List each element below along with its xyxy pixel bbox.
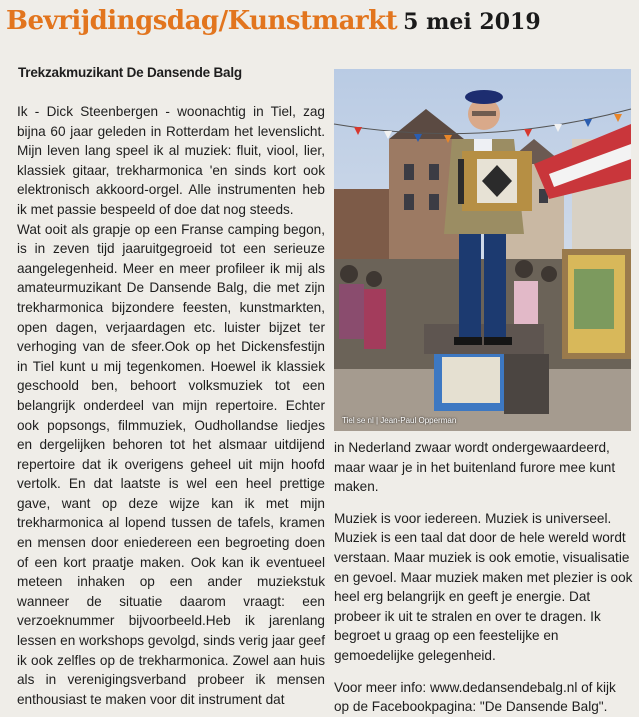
paragraph-career: Wat ooit als grapje op een Franse camping begon, is in zeven tijd jaaruitgegroeid tot een serieuze aangelegenheid. Meer en meer profileer ik mij als amateurmuzikant De Dansende Balg, die met zijn trekharmonica bijzondere feesten, kunstmarkten, open dagen, verjaardagen etc. luister bijzet ter verhoging van de sfeer.Ook op het Dickensfestijn in Tiel kunt u mij tegenkomen. Hoewel ik klassiek geschoold ben, behoort volksmuziek tot een belangrijk onderdeel van mijn repertoire. Echter ook popsongs, filmmuziek, Oudhollandse liedjes en dergelijken behoren tot het alsmaar uitdijend repertoire dat ik overigens geheel uit mijn hoofd vertolk. En dat laatste is wel een heel prettige gave, want op deze wijze kan ik met mijn trekharmonica al lopend tussen de tafels, kramen en mensen door eniedereen een begroeting doen of een kort praatje maken. Ook kan ik eventueel meteen inhaken op een ander muziekstuk wanneer de situatie daarom vraagt: een verzoeknummer bijvoorbeeld.Heb ik jarenlang lessen en workshops gevolgd, sinds verig jaar geef ik ook zelfles op de trekharmonica. Zowel aan huis als in verenigingsverband probeer ik mensen enthousiast te maken voor dit instrument dat [17, 221, 325, 707]
article-subtitle: Trekzakmuzikant De Dansende Balg [18, 65, 242, 80]
article-header [6, 6, 636, 42]
paragraph-continuation: in Nederland zwaar wordt ondergewaardeerd, maar waar je in het buitenland furore mee kunt maken. [334, 440, 616, 495]
article-left-column [17, 102, 325, 707]
page-title: Bevrijdingsdag/Kunstmarkt [6, 6, 398, 36]
paragraph-music: Muziek is voor iedereen. Muziek is universeel. Muziek is een taal dat door de hele wereld wordt verstaan. Maar muziek is ook emotie, visualisatie en gevoel. Maar muziek maken met plezier is ook heel erg belangrijk en geeft je energie. Dat probeer ik uit te stralen en over te dragen. Ik begroet u graag op een feestelijke en gemoedelijke gelegenheid. [334, 510, 633, 663]
article-right-column [334, 438, 634, 715]
photo-credit: Tiel se nl | Jean-Paul Opperman [342, 416, 457, 425]
musician-photo [334, 69, 631, 431]
paragraph-contact: Voor meer info: www.dedansendebalg.nl of kijk op de Facebookpagina: "De Dansende Balg". [334, 679, 616, 715]
event-date: 5 mei 2019 [403, 9, 541, 35]
accordion-player-photo-icon [334, 69, 631, 431]
paragraph-intro: Ik - Dick Steenbergen - woonachtig in Tiel, zag bijna 60 jaar geleden in Rotterdam het levenslicht. Mijn leven lang speel ik al muziek: fluit, viool, lier, klassiek gitaar, trekharmonica 'en sinds kort ook elektronisch akkoord-orgel. Alle instrumenten heb ik met passie bespeeld of doe dat nog steeds. [17, 104, 325, 217]
